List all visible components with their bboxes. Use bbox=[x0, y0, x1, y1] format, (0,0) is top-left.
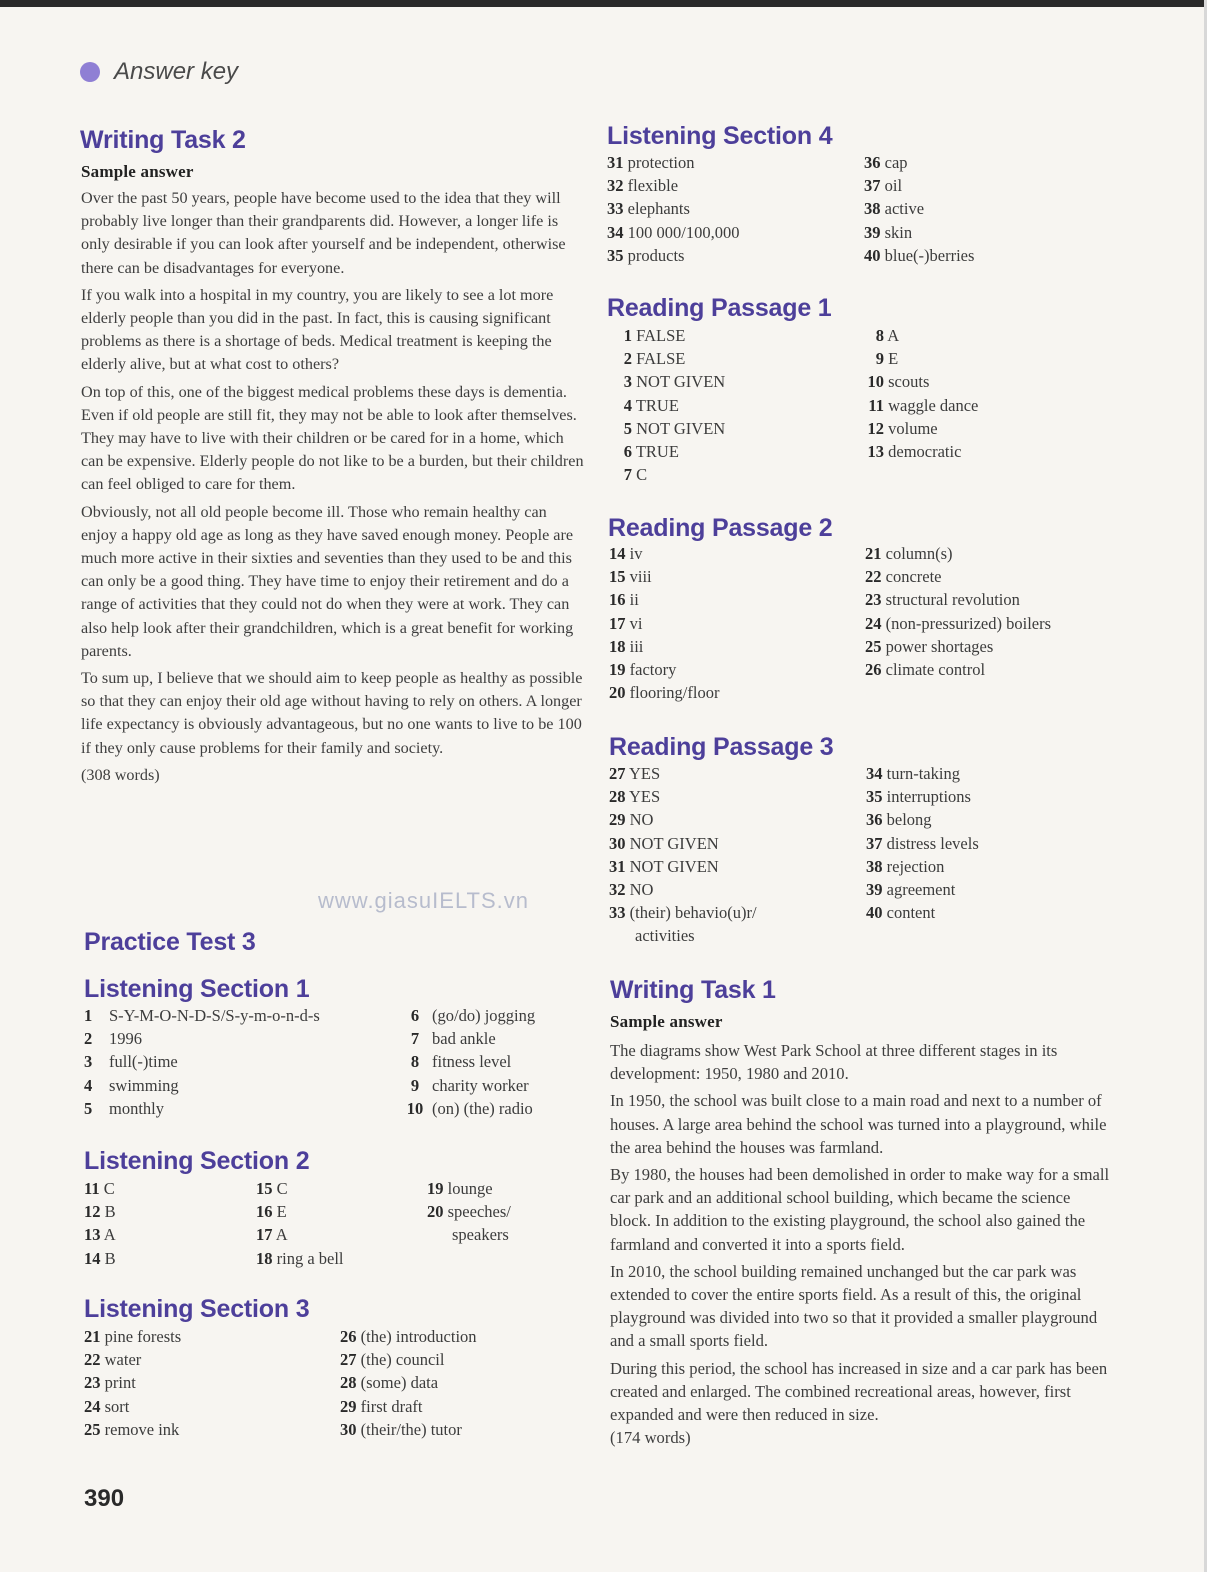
item-answer: scouts bbox=[888, 372, 930, 392]
item-number: 35 bbox=[607, 245, 624, 265]
item-number: 17 bbox=[609, 613, 626, 633]
item-number: 8 bbox=[410, 1052, 420, 1072]
ls2-column-2 bbox=[256, 1177, 416, 1270]
list-item bbox=[864, 370, 1164, 393]
item-number: 5 bbox=[623, 418, 632, 438]
list-item bbox=[612, 440, 862, 463]
item-number: 14 bbox=[609, 544, 626, 563]
ls4-right-column bbox=[864, 151, 1164, 267]
list-item bbox=[866, 762, 1166, 785]
item-number: 13 bbox=[84, 1225, 101, 1245]
page-number: 390 bbox=[84, 1485, 125, 1512]
list-item bbox=[609, 901, 859, 924]
list-item bbox=[398, 1004, 588, 1027]
item-number: 19 bbox=[427, 1179, 444, 1198]
rp3-left-column bbox=[609, 762, 859, 948]
list-item bbox=[84, 1097, 384, 1120]
item-answer: cap bbox=[884, 153, 908, 172]
item-number: 32 bbox=[607, 176, 624, 196]
item-number: 40 bbox=[864, 245, 881, 265]
paragraph: During this period, the school has increased in size and a car park has been created and enlarged. The combined recreational areas, however, first expanded and were then reduced in size. bbox=[610, 1358, 1108, 1425]
writing-task-1-subtitle: Sample answer bbox=[610, 1012, 723, 1031]
item-number: 12 bbox=[867, 418, 884, 438]
paragraph: By 1980, the houses had been demolished in order to make way for a small car park and an additional school building, which became the science block. In addition to the existing playground, the school also gained the farmland and converted it into a sports field. bbox=[610, 1165, 1110, 1254]
item-number: 27 bbox=[609, 764, 626, 783]
list-item bbox=[609, 542, 859, 565]
item-number: 35 bbox=[866, 787, 883, 807]
list-item bbox=[609, 855, 859, 878]
item-number: 38 bbox=[864, 199, 881, 219]
item-number: 33 bbox=[607, 199, 624, 219]
list-item bbox=[84, 1027, 384, 1050]
list-item bbox=[427, 1177, 587, 1200]
item-answer: active bbox=[884, 199, 925, 219]
list-item bbox=[607, 174, 857, 197]
list-item bbox=[398, 1027, 588, 1050]
list-item bbox=[340, 1395, 580, 1418]
list-item bbox=[612, 324, 862, 347]
list-item bbox=[609, 762, 859, 785]
item-answer: swimming bbox=[109, 1075, 179, 1095]
item-answer: NOT GIVEN bbox=[636, 372, 726, 392]
item-number: 4 bbox=[623, 395, 632, 415]
word-count: (308 words) bbox=[81, 765, 160, 784]
list-item bbox=[612, 370, 862, 393]
item-answer: content bbox=[886, 903, 936, 923]
list-item bbox=[864, 440, 1164, 463]
item-number: 18 bbox=[256, 1248, 273, 1268]
list-item bbox=[865, 635, 1185, 658]
item-answer: NOT GIVEN bbox=[629, 833, 719, 853]
item-answer: turn-taking bbox=[886, 764, 960, 783]
list-item bbox=[607, 151, 857, 174]
item-answer: NOT GIVEN bbox=[629, 856, 719, 876]
item-number: 2 bbox=[623, 349, 632, 369]
item-number: 22 bbox=[84, 1350, 101, 1370]
item-number: 11 bbox=[868, 395, 884, 415]
item-answer: monthly bbox=[109, 1098, 165, 1118]
list-item bbox=[864, 347, 1164, 370]
list-item bbox=[865, 612, 1185, 635]
list-item bbox=[864, 417, 1164, 440]
item-answer: ring a bell bbox=[276, 1248, 344, 1268]
item-answer: 1996 bbox=[109, 1029, 142, 1049]
item-answer: YES bbox=[629, 787, 661, 807]
list-item bbox=[609, 635, 859, 658]
item-number: 39 bbox=[864, 222, 881, 242]
item-number: 26 bbox=[865, 660, 882, 680]
item-answer: E bbox=[888, 349, 899, 369]
reading-passage-3-title: Reading Passage 3 bbox=[609, 733, 834, 761]
item-number: 32 bbox=[609, 880, 626, 900]
list-item bbox=[865, 658, 1185, 681]
ls4-left-column bbox=[607, 151, 857, 267]
item-number: 23 bbox=[84, 1373, 101, 1393]
item-answer: NO bbox=[629, 880, 654, 900]
item-number: 11 bbox=[84, 1179, 100, 1198]
list-item bbox=[866, 878, 1166, 901]
ls1-left-column bbox=[84, 1004, 384, 1120]
list-item bbox=[340, 1371, 580, 1394]
rp2-right-column bbox=[865, 542, 1185, 681]
list-item bbox=[607, 197, 857, 220]
item-number: 6 bbox=[410, 1006, 420, 1025]
item-answer: blue(-)berries bbox=[884, 245, 975, 265]
bullet-dot-icon bbox=[80, 62, 100, 82]
item-number: 34 bbox=[607, 222, 624, 242]
item-number: 15 bbox=[256, 1179, 273, 1198]
page-header bbox=[80, 58, 238, 86]
list-item bbox=[612, 417, 862, 440]
list-item bbox=[612, 347, 862, 370]
item-answer: B bbox=[104, 1202, 116, 1222]
list-item bbox=[256, 1177, 416, 1200]
list-item bbox=[607, 244, 857, 267]
item-answer: (on) (the) radio bbox=[432, 1098, 533, 1118]
list-item bbox=[866, 832, 1166, 855]
item-answer: charity worker bbox=[432, 1075, 529, 1095]
item-answer: TRUE bbox=[635, 395, 679, 415]
practice-test-title: Practice Test 3 bbox=[84, 928, 256, 956]
listening-section-3-title: Listening Section 3 bbox=[84, 1295, 310, 1323]
list-item bbox=[609, 565, 859, 588]
paragraph: Over the past 50 years, people have become used to the idea that they will probably live longer than their grandparents did. However, a longer life is only desirable if you can look after yourself and be independent, otherwise there can be disadvantages for everyone. bbox=[81, 189, 566, 277]
item-number: 14 bbox=[84, 1248, 101, 1268]
item-number: 25 bbox=[84, 1419, 101, 1439]
list-item bbox=[612, 463, 862, 486]
item-answer: A bbox=[103, 1225, 116, 1245]
item-answer: (their) behavio(u)r/ bbox=[629, 903, 757, 923]
item-number: 22 bbox=[865, 567, 882, 587]
item-answer: full(-)time bbox=[109, 1052, 178, 1072]
item-answer: C bbox=[276, 1179, 288, 1198]
writing-task-2-subtitle: Sample answer bbox=[81, 162, 194, 181]
item-answer: (the) introduction bbox=[360, 1327, 477, 1346]
list-item bbox=[864, 197, 1164, 220]
item-number: 9 bbox=[410, 1075, 420, 1095]
paragraph: In 1950, the school was built close to a main road and next to a number of houses. A large area behind the school was turned into a playground, while the area behind the houses was farmland. bbox=[610, 1091, 1107, 1157]
item-number: 17 bbox=[256, 1225, 273, 1245]
item-number: 26 bbox=[340, 1327, 357, 1346]
item-answer: waggle dance bbox=[888, 395, 979, 415]
list-item bbox=[612, 394, 862, 417]
item-answer: flexible bbox=[627, 176, 679, 196]
item-number: 36 bbox=[866, 810, 883, 830]
item-number: 7 bbox=[623, 465, 632, 485]
item-number: 10 bbox=[867, 372, 884, 392]
paragraph: The diagrams show West Park School at three different stages in its development: 1950, 1980 and 2010. bbox=[610, 1041, 1058, 1084]
item-answer: protection bbox=[627, 153, 695, 172]
header-title: Answer key bbox=[114, 58, 239, 85]
item-answer: pine forests bbox=[104, 1327, 182, 1346]
item-number: 37 bbox=[864, 176, 881, 196]
item-answer: FALSE bbox=[636, 326, 686, 345]
item-answer: A bbox=[887, 326, 900, 345]
item-number: 13 bbox=[867, 442, 884, 462]
item-number: 21 bbox=[84, 1327, 101, 1346]
item-number: 29 bbox=[340, 1396, 357, 1416]
list-item bbox=[84, 1004, 384, 1027]
item-continuation: speakers bbox=[452, 1225, 509, 1245]
list-item bbox=[865, 565, 1185, 588]
item-answer: FALSE bbox=[636, 349, 686, 369]
item-answer: first draft bbox=[360, 1396, 423, 1416]
item-answer: S-Y-M-O-N-D-S/S-y-m-o-n-d-s bbox=[109, 1006, 320, 1025]
item-number: 28 bbox=[609, 787, 626, 807]
rp1-left-column bbox=[612, 324, 862, 486]
item-number: 1 bbox=[84, 1006, 93, 1025]
paragraph: Obviously, not all old people become ill. Those who remain healthy can enjoy a happy old age as long as they have saved enough money. People are much more active in their sixties and seventies than they used to be and this can only be a good thing. They have time to enjoy their retirement and do a range of activities that they could not do when they were at work. They can also help look after their grandchildren, which is a great benefit for working parents. bbox=[81, 502, 574, 660]
item-number: 8 bbox=[875, 326, 884, 345]
item-number: 30 bbox=[609, 833, 626, 853]
list-item bbox=[256, 1200, 416, 1223]
item-number: 36 bbox=[864, 153, 881, 172]
list-item bbox=[609, 658, 859, 681]
item-answer: power shortages bbox=[885, 636, 994, 656]
list-item bbox=[427, 1200, 587, 1223]
item-answer: agreement bbox=[886, 880, 956, 900]
item-answer: elephants bbox=[627, 199, 690, 219]
list-item bbox=[609, 588, 859, 611]
item-answer: ii bbox=[629, 590, 639, 610]
item-number: 38 bbox=[866, 856, 883, 876]
item-answer: column(s) bbox=[885, 544, 953, 563]
paragraph: If you walk into a hospital in my country, you are likely to see a lot more elderly people than you did in the past. In fact, this is causing significant problems as there is a shortage of beds. Medical treatment is keeping the elderly alive, but at what cost to others? bbox=[81, 285, 554, 374]
item-number: 2 bbox=[84, 1029, 93, 1049]
listening-section-1-title: Listening Section 1 bbox=[84, 975, 310, 1003]
item-number: 5 bbox=[84, 1098, 93, 1118]
list-item bbox=[340, 1418, 580, 1441]
item-number: 29 bbox=[609, 810, 626, 830]
item-answer: fitness level bbox=[432, 1052, 512, 1072]
list-item bbox=[864, 221, 1164, 244]
paragraph: In 2010, the school building remained unchanged but the car park was extended to cover the entire sports field. As a result of this, the original playground was divided into two so that it provided a smaller playground and a small sports field. bbox=[610, 1261, 1098, 1351]
list-item bbox=[609, 785, 859, 808]
item-answer: YES bbox=[629, 764, 661, 783]
item-number: 39 bbox=[866, 880, 883, 900]
item-answer: rejection bbox=[886, 856, 945, 876]
item-number: 40 bbox=[866, 903, 883, 923]
paragraph: On top of this, one of the biggest medical problems these days is dementia. Even if old people are still fit, they may not be able to look after themselves. They may have to live with their children or be cared for in a home, which can be expensive. Elderly people do not like to be a burden, but their children can feel obliged to care for them. bbox=[81, 382, 584, 494]
list-item bbox=[866, 901, 1166, 924]
item-answer: products bbox=[627, 245, 685, 265]
list-item bbox=[864, 174, 1164, 197]
watermark: www.giasuIELTS.vn bbox=[318, 888, 530, 913]
item-answer: democratic bbox=[888, 442, 962, 462]
listening-section-2-title: Listening Section 2 bbox=[84, 1147, 310, 1175]
list-item bbox=[865, 542, 1185, 565]
item-number: 16 bbox=[256, 1202, 273, 1222]
item-answer: remove ink bbox=[104, 1419, 180, 1439]
item-answer: NOT GIVEN bbox=[636, 418, 726, 438]
item-answer: (their/the) tutor bbox=[360, 1419, 462, 1439]
item-answer: NO bbox=[629, 810, 654, 830]
list-item bbox=[864, 151, 1164, 174]
list-item bbox=[866, 855, 1166, 878]
item-answer: speeches/ bbox=[447, 1202, 511, 1222]
item-number: 20 bbox=[427, 1202, 444, 1222]
item-number: 19 bbox=[609, 660, 626, 680]
list-item bbox=[609, 612, 859, 635]
list-item bbox=[866, 785, 1166, 808]
item-answer: E bbox=[276, 1202, 287, 1222]
list-item bbox=[398, 1097, 588, 1120]
item-answer: volume bbox=[888, 418, 938, 438]
reading-passage-2-title: Reading Passage 2 bbox=[608, 514, 833, 542]
item-answer: climate control bbox=[885, 660, 986, 680]
item-answer: (the) council bbox=[360, 1350, 445, 1370]
list-item bbox=[256, 1223, 416, 1246]
list-item bbox=[864, 394, 1164, 417]
item-answer: flooring/floor bbox=[629, 683, 720, 703]
item-number: 31 bbox=[609, 856, 626, 876]
item-number: 23 bbox=[865, 590, 882, 610]
item-answer: vi bbox=[629, 613, 643, 633]
item-answer: belong bbox=[886, 810, 932, 830]
item-answer: B bbox=[104, 1248, 116, 1268]
paragraph: To sum up, I believe that we should aim to keep people as healthy as possible so that they can enjoy their old age without having to rely on others. A longer life expectancy is obviously advantageous, but no one wants to live to be 100 if they only cause problems for their family and society. bbox=[81, 669, 583, 757]
list-item bbox=[84, 1247, 244, 1270]
ls3-left-column bbox=[84, 1325, 324, 1441]
list-item bbox=[84, 1395, 324, 1418]
item-answer: iii bbox=[629, 636, 644, 656]
item-number: 37 bbox=[866, 833, 883, 853]
list-item bbox=[84, 1223, 244, 1246]
item-number: 20 bbox=[609, 683, 626, 703]
list-item bbox=[84, 1371, 324, 1394]
list-item bbox=[398, 1050, 588, 1073]
list-item bbox=[84, 1074, 384, 1097]
list-item bbox=[84, 1418, 324, 1441]
item-number: 24 bbox=[84, 1396, 101, 1416]
item-number: 12 bbox=[84, 1202, 101, 1222]
item-number: 24 bbox=[865, 613, 882, 633]
list-item bbox=[607, 221, 857, 244]
ls2-column-1 bbox=[84, 1177, 244, 1270]
rp2-left-column bbox=[609, 542, 859, 704]
item-answer: iv bbox=[629, 544, 643, 563]
item-number: 18 bbox=[609, 636, 626, 656]
item-number: 15 bbox=[609, 567, 626, 587]
rp1-right-column bbox=[864, 324, 1164, 463]
item-answer: C bbox=[103, 1179, 115, 1198]
writing-task-1-body bbox=[610, 1039, 1115, 1453]
item-answer: (non-pressurized) boilers bbox=[885, 613, 1052, 633]
list-item bbox=[609, 832, 859, 855]
ls2-column-3 bbox=[427, 1177, 587, 1247]
item-answer: 100 000/100,000 bbox=[627, 222, 740, 242]
item-number: 7 bbox=[410, 1029, 420, 1049]
list-item bbox=[84, 1325, 324, 1348]
item-number: 21 bbox=[865, 544, 882, 563]
ls3-right-column bbox=[340, 1325, 580, 1441]
item-number: 9 bbox=[875, 349, 884, 369]
item-number: 34 bbox=[866, 764, 883, 783]
list-item bbox=[609, 878, 859, 901]
list-item bbox=[256, 1247, 416, 1270]
item-number: 3 bbox=[623, 372, 632, 392]
writing-task-2-title: Writing Task 2 bbox=[80, 126, 246, 154]
item-answer: viii bbox=[629, 567, 652, 587]
list-item bbox=[398, 1074, 588, 1097]
item-answer: skin bbox=[884, 222, 913, 242]
item-answer: concrete bbox=[885, 567, 942, 587]
list-item bbox=[84, 1348, 324, 1371]
item-number: 4 bbox=[84, 1075, 93, 1095]
list-item bbox=[609, 808, 859, 831]
writing-task-1-title: Writing Task 1 bbox=[610, 976, 776, 1004]
item-number: 33 bbox=[609, 903, 626, 923]
item-number: 30 bbox=[340, 1419, 357, 1439]
list-item bbox=[864, 324, 1164, 347]
item-answer: C bbox=[636, 465, 648, 485]
list-item bbox=[865, 588, 1185, 611]
item-answer: print bbox=[104, 1373, 136, 1393]
item-answer: oil bbox=[884, 176, 903, 196]
item-answer: bad ankle bbox=[432, 1029, 496, 1049]
list-item bbox=[864, 244, 1164, 267]
item-number: 31 bbox=[607, 153, 624, 172]
item-answer: (go/do) jogging bbox=[432, 1006, 536, 1025]
word-count: (174 words) bbox=[610, 1428, 691, 1448]
list-item bbox=[84, 1050, 384, 1073]
list-item bbox=[866, 808, 1166, 831]
item-number: 10 bbox=[406, 1098, 424, 1118]
item-answer: (some) data bbox=[360, 1373, 439, 1393]
list-item bbox=[84, 1200, 244, 1223]
item-answer: lounge bbox=[447, 1179, 493, 1198]
item-answer: factory bbox=[629, 660, 677, 680]
item-answer: structural revolution bbox=[885, 590, 1020, 610]
list-item bbox=[609, 681, 859, 704]
item-answer: interruptions bbox=[886, 787, 971, 807]
ls1-right-column bbox=[398, 1004, 588, 1120]
item-number: 1 bbox=[623, 326, 632, 345]
item-answer: TRUE bbox=[635, 442, 679, 462]
rp3-right-column bbox=[866, 762, 1166, 924]
reading-passage-1-title: Reading Passage 1 bbox=[607, 294, 832, 322]
listening-section-4-title: Listening Section 4 bbox=[607, 122, 833, 150]
item-number: 28 bbox=[340, 1373, 357, 1393]
item-number: 27 bbox=[340, 1350, 357, 1370]
list-item bbox=[84, 1177, 244, 1200]
writing-task-2-body bbox=[81, 187, 586, 791]
item-continuation: activities bbox=[635, 926, 695, 946]
item-answer: water bbox=[104, 1350, 142, 1370]
item-number: 16 bbox=[609, 590, 626, 610]
item-number: 6 bbox=[623, 442, 632, 462]
list-item bbox=[340, 1325, 580, 1348]
item-number: 25 bbox=[865, 636, 882, 656]
list-item bbox=[340, 1348, 580, 1371]
item-number: 3 bbox=[84, 1052, 93, 1072]
top-border bbox=[0, 0, 1207, 7]
item-answer: distress levels bbox=[886, 833, 979, 853]
item-answer: sort bbox=[104, 1396, 130, 1416]
item-answer: A bbox=[275, 1225, 288, 1245]
